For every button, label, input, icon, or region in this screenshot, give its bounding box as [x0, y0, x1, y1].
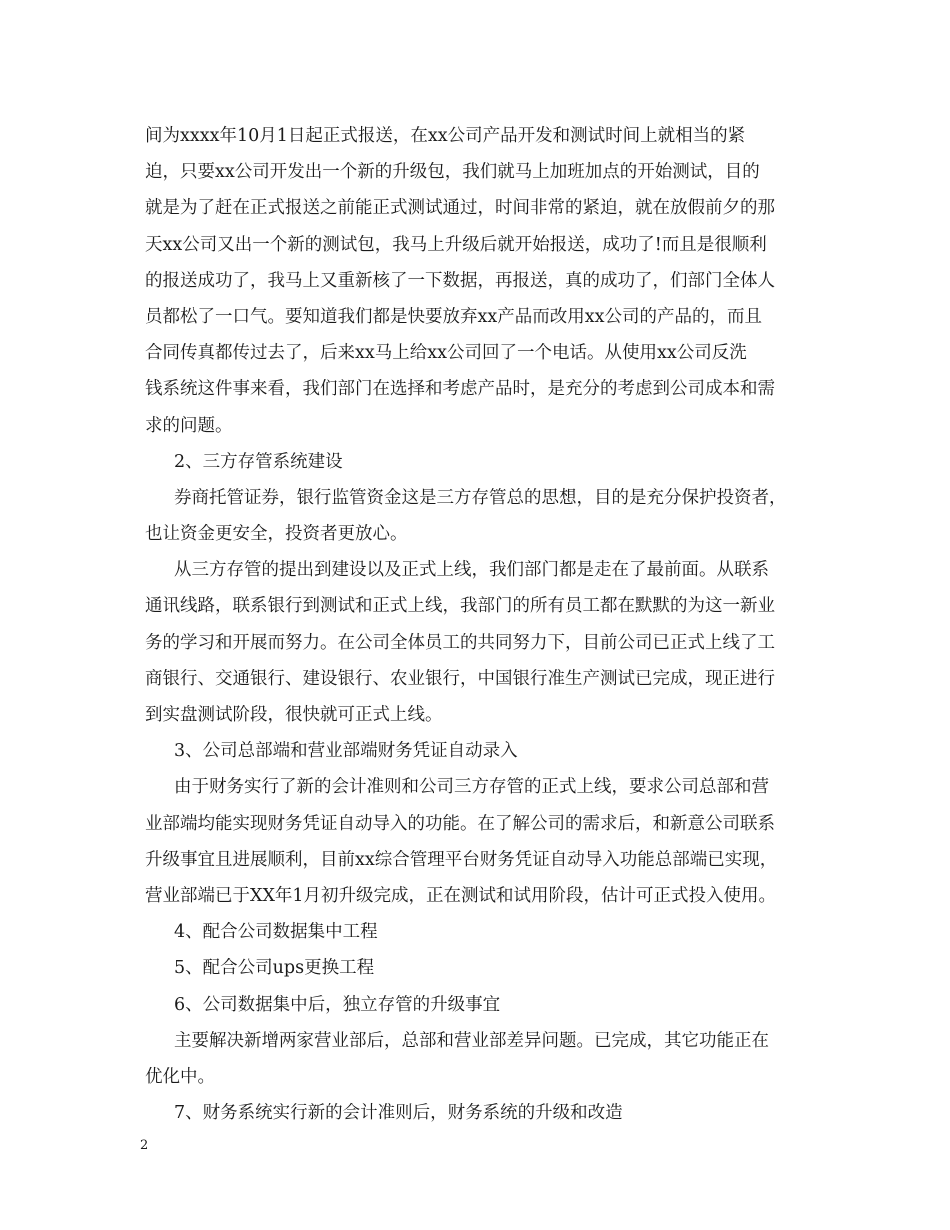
text-line: 间为xxxx年10月1日起正式报送，在xx公司产品开发和测试时间上就相当的紧 — [145, 126, 746, 146]
text-line: 升级事宜且进展顺利，目前xx综合管理平台财务凭证自动导入功能总部端已实现， — [145, 849, 778, 870]
text-line: 券商托管证券，银行监管资金这是三方存管总的思想，目的是充分保护投资者， — [174, 487, 787, 508]
text-line: 钱系统这件事来看，我们部门在选择和考虑产品时，是充分的考虑到公司成本和需 — [145, 379, 775, 400]
text-line: 到实盘测试阶段，很快就可正式上线。 — [145, 705, 443, 725]
text-line: 通讯线路，联系银行到测试和正式上线，我部门的所有员工都在默默的为这一新业 — [145, 596, 775, 617]
text-line: 4、配合公司数据集中工程 — [174, 922, 378, 943]
text-line: 营业部端已于XX年1月初升级完成，正在测试和试用阶段，估计可正式投入使用。 — [145, 885, 777, 906]
body-text — [145, 118, 825, 1131]
text-line: 的报送成功了，我马上又重新核了一下数据，再报送，真的成功了，们部门全体人 — [145, 270, 775, 291]
text-line: 主要解决新增两家营业部后，总部和营业部差异问题。已完成，其它功能正在 — [174, 1030, 769, 1051]
text-line: 优化中。 — [145, 1066, 215, 1087]
text-line: 商银行、交通银行、建设银行、农业银行，中国银行准生产测试已完成，现正进行 — [145, 668, 775, 689]
text-line: 7、财务系统实行新的会计准则后，财务系统的升级和改造 — [174, 1103, 623, 1124]
text-line: 就是为了赶在正式报送之前能正式测试通过，时间非常的紧迫，就在放假前夕的那 — [145, 198, 775, 219]
text-line: 5、配合公司ups更换工程 — [174, 958, 375, 979]
text-line: 员都松了一口气。要知道我们都是快要放弃xx产品而改用xx公司的产品的，而且 — [145, 306, 762, 327]
text-line: 3、公司总部端和营业部端财务凭证自动录入 — [174, 741, 518, 762]
text-line: 天xx公司又出一个新的测试包，我马上升级后就开始报送，成功了!而且是很顺利 — [145, 234, 767, 255]
text-line: 合同传真都传过去了，后来xx马上给xx公司回了一个电话。从使用xx公司反洗 — [145, 343, 747, 364]
text-line: 从三方存管的提出到建设以及正式上线，我们部门都是走在了最前面。从联系 — [174, 560, 769, 581]
page-number: 2 — [140, 1138, 149, 1153]
text-line: 业部端均能实现财务凭证自动导入的功能。在了解公司的需求后，和新意公司联系 — [145, 813, 775, 834]
text-line: 迫，只要xx公司开发出一个新的升级包，我们就马上加班加点的开始测试，目的 — [145, 162, 760, 183]
text-line: 由于财务实行了新的会计准则和公司三方存管的正式上线，要求公司总部和营 — [174, 777, 769, 798]
text-line: 也让资金更安全，投资者更放心。 — [145, 524, 408, 545]
text-line: 求的问题。 — [145, 415, 233, 436]
text-line: 6、公司数据集中后，独立存管的升级事宜 — [174, 994, 501, 1015]
text-line: 2、三方存管系统建设 — [174, 451, 343, 472]
text-line: 务的学习和开展而努力。在公司全体员工的共同努力下，目前公司已正式上线了工 — [145, 632, 775, 653]
